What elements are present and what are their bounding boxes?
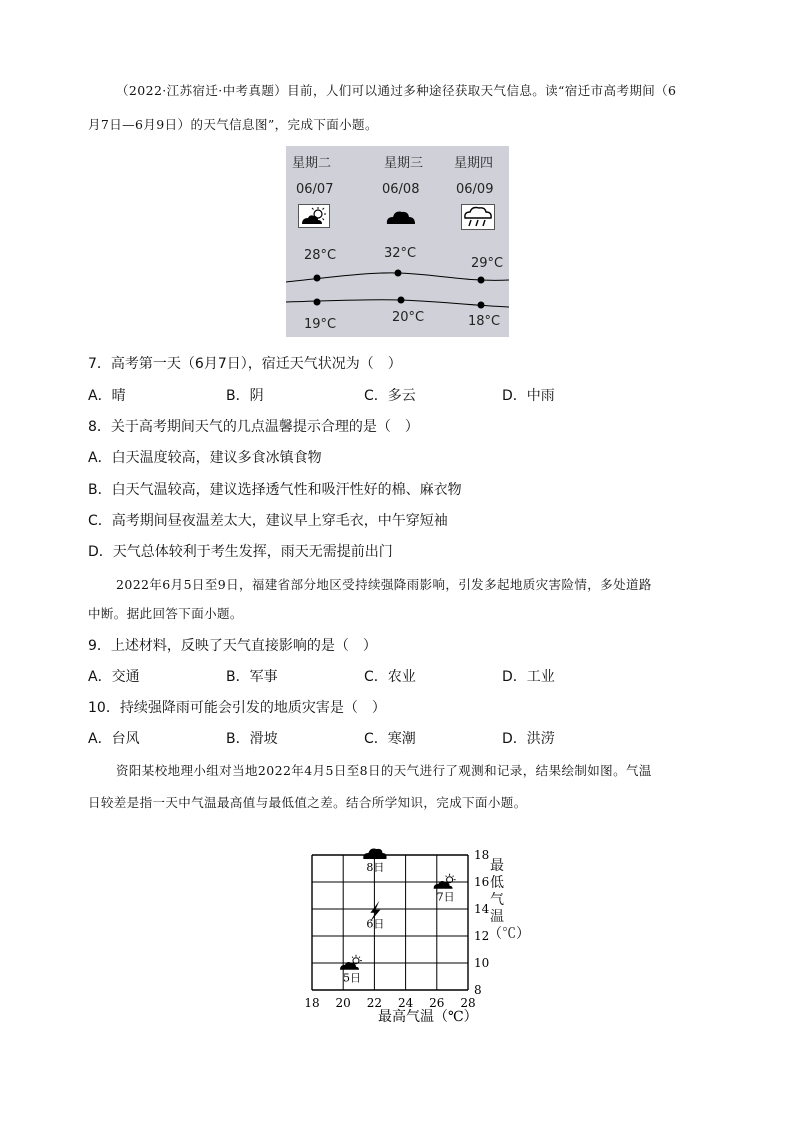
q10-option-d[interactable]: D．洪涝 [502, 731, 555, 747]
day1-high: 28°C [304, 248, 337, 263]
day2-high: 32°C [384, 246, 417, 261]
y-tick-label: 14 [474, 902, 490, 916]
chart-y-label: 最低气温（℃） [488, 859, 530, 942]
q7-stem: 7．高考第一天（6月7日），宿迁天气状况为（ ） [88, 356, 402, 372]
day1-high-point [314, 275, 321, 282]
y-tick-label: 10 [474, 956, 490, 970]
data-point-label: 6日 [366, 917, 385, 931]
x-tick-label: 20 [335, 996, 351, 1010]
weather-info-panel [286, 146, 509, 337]
day1-low: 19°C [304, 317, 337, 332]
cloudy-icon [363, 849, 386, 860]
q8-option-c[interactable]: C．高考期间昼夜温差太大，建议早上穿毛衣，中午穿短袖 [88, 513, 448, 529]
data-point [363, 849, 386, 875]
q9-option-c[interactable]: C．农业 [364, 669, 416, 685]
partly-cloudy-icon [298, 204, 330, 228]
y-tick-label: 16 [474, 875, 490, 889]
data-point-label: 5日 [343, 971, 361, 985]
q10-option-c[interactable]: C．寒潮 [364, 731, 416, 747]
q8-stem: 8．关于高考期间天气的几点温馨提示合理的是（ ） [88, 419, 419, 435]
chart-x-label: 最高气温（℃） [378, 1009, 478, 1025]
day3-weekday: 星期四 [454, 156, 494, 171]
section2-intro-line2: 中断。据此回答下面小题。 [88, 606, 243, 621]
cloudy-icon [384, 206, 418, 228]
temperature-curves [286, 261, 509, 316]
q10-option-b[interactable]: B．滑坡 [226, 731, 278, 747]
day2-weekday: 星期三 [384, 156, 424, 171]
x-tick-label: 26 [429, 996, 445, 1010]
x-tick-label: 18 [304, 996, 320, 1010]
y-tick-label: 12 [474, 929, 490, 943]
q9-option-b[interactable]: B．军事 [226, 669, 278, 685]
section3-intro-line2: 日较差是指一天中气温最高值与最低值之差。结合所学知识，完成下面小题。 [88, 795, 527, 810]
section1-intro-line2: 月7日—6月9日）的天气信息图”，完成下面小题。 [88, 117, 378, 132]
q9-stem: 9．上述材料，反映了天气直接影响的是（ ） [88, 638, 377, 654]
x-tick-label: 22 [366, 996, 383, 1010]
x-tick-label: 28 [460, 996, 476, 1010]
day1-date: 06/07 [296, 182, 334, 197]
q8-option-d[interactable]: D．天气总体较利于考生发挥，雨天无需提前出门 [88, 544, 393, 560]
q7-option-c[interactable]: C．多云 [364, 388, 416, 404]
day3-low-point [478, 302, 485, 309]
q9-option-a[interactable]: A．交通 [88, 669, 140, 685]
day3-high: 29°C [471, 256, 504, 271]
q7-option-d[interactable]: D．中雨 [502, 388, 555, 404]
data-point-label: 7日 [436, 890, 455, 904]
day2-high-point [395, 270, 402, 277]
data-point-label: 8日 [366, 861, 385, 874]
section3-intro-line1: 资阳某校地理小组对当地2022年4月5日至8日的天气进行了观测和记录，结果绘制如图。气温 [116, 763, 652, 778]
moderate-rain-icon [461, 204, 495, 230]
y-tick-label: 8 [474, 983, 482, 997]
q8-option-a[interactable]: A．白天温度较高，建议多食冰镇食物 [88, 450, 322, 466]
day2-low-point [398, 297, 405, 304]
q8-option-b[interactable]: B．白天气温较高，建议选择透气性和吸汗性好的棉、麻衣物 [88, 482, 462, 498]
section1-intro-line1: （2022·江苏宿迁·中考真题）目前，人们可以通过多种途径获取天气信息。读“宿迁市高考期间（6 [116, 83, 677, 98]
day2-date: 06/08 [382, 182, 420, 197]
q7-option-b[interactable]: B．阴 [226, 388, 264, 404]
chart-grid [312, 855, 468, 990]
day2-low: 20°C [392, 310, 425, 325]
day1-low-point [314, 299, 321, 306]
data-point [366, 901, 384, 931]
day3-high-point [478, 277, 485, 284]
day3-low: 18°C [468, 314, 501, 329]
q9-option-d[interactable]: D．工业 [502, 669, 555, 685]
section2-intro-line1: 2022年6月5日至9日，福建省部分地区受持续强降雨影响，引发多起地质灾害险情，多处道路 [116, 577, 652, 592]
x-tick-label: 24 [397, 996, 414, 1010]
q7-option-a[interactable]: A．晴 [88, 388, 126, 404]
q10-option-a[interactable]: A．台风 [88, 731, 140, 747]
day3-date: 06/09 [456, 182, 494, 197]
q10-stem: 10．持续强降雨可能会引发的地质灾害是（ ） [88, 700, 386, 716]
y-tick-label: 18 [474, 848, 490, 862]
day1-weekday: 星期二 [292, 156, 332, 171]
